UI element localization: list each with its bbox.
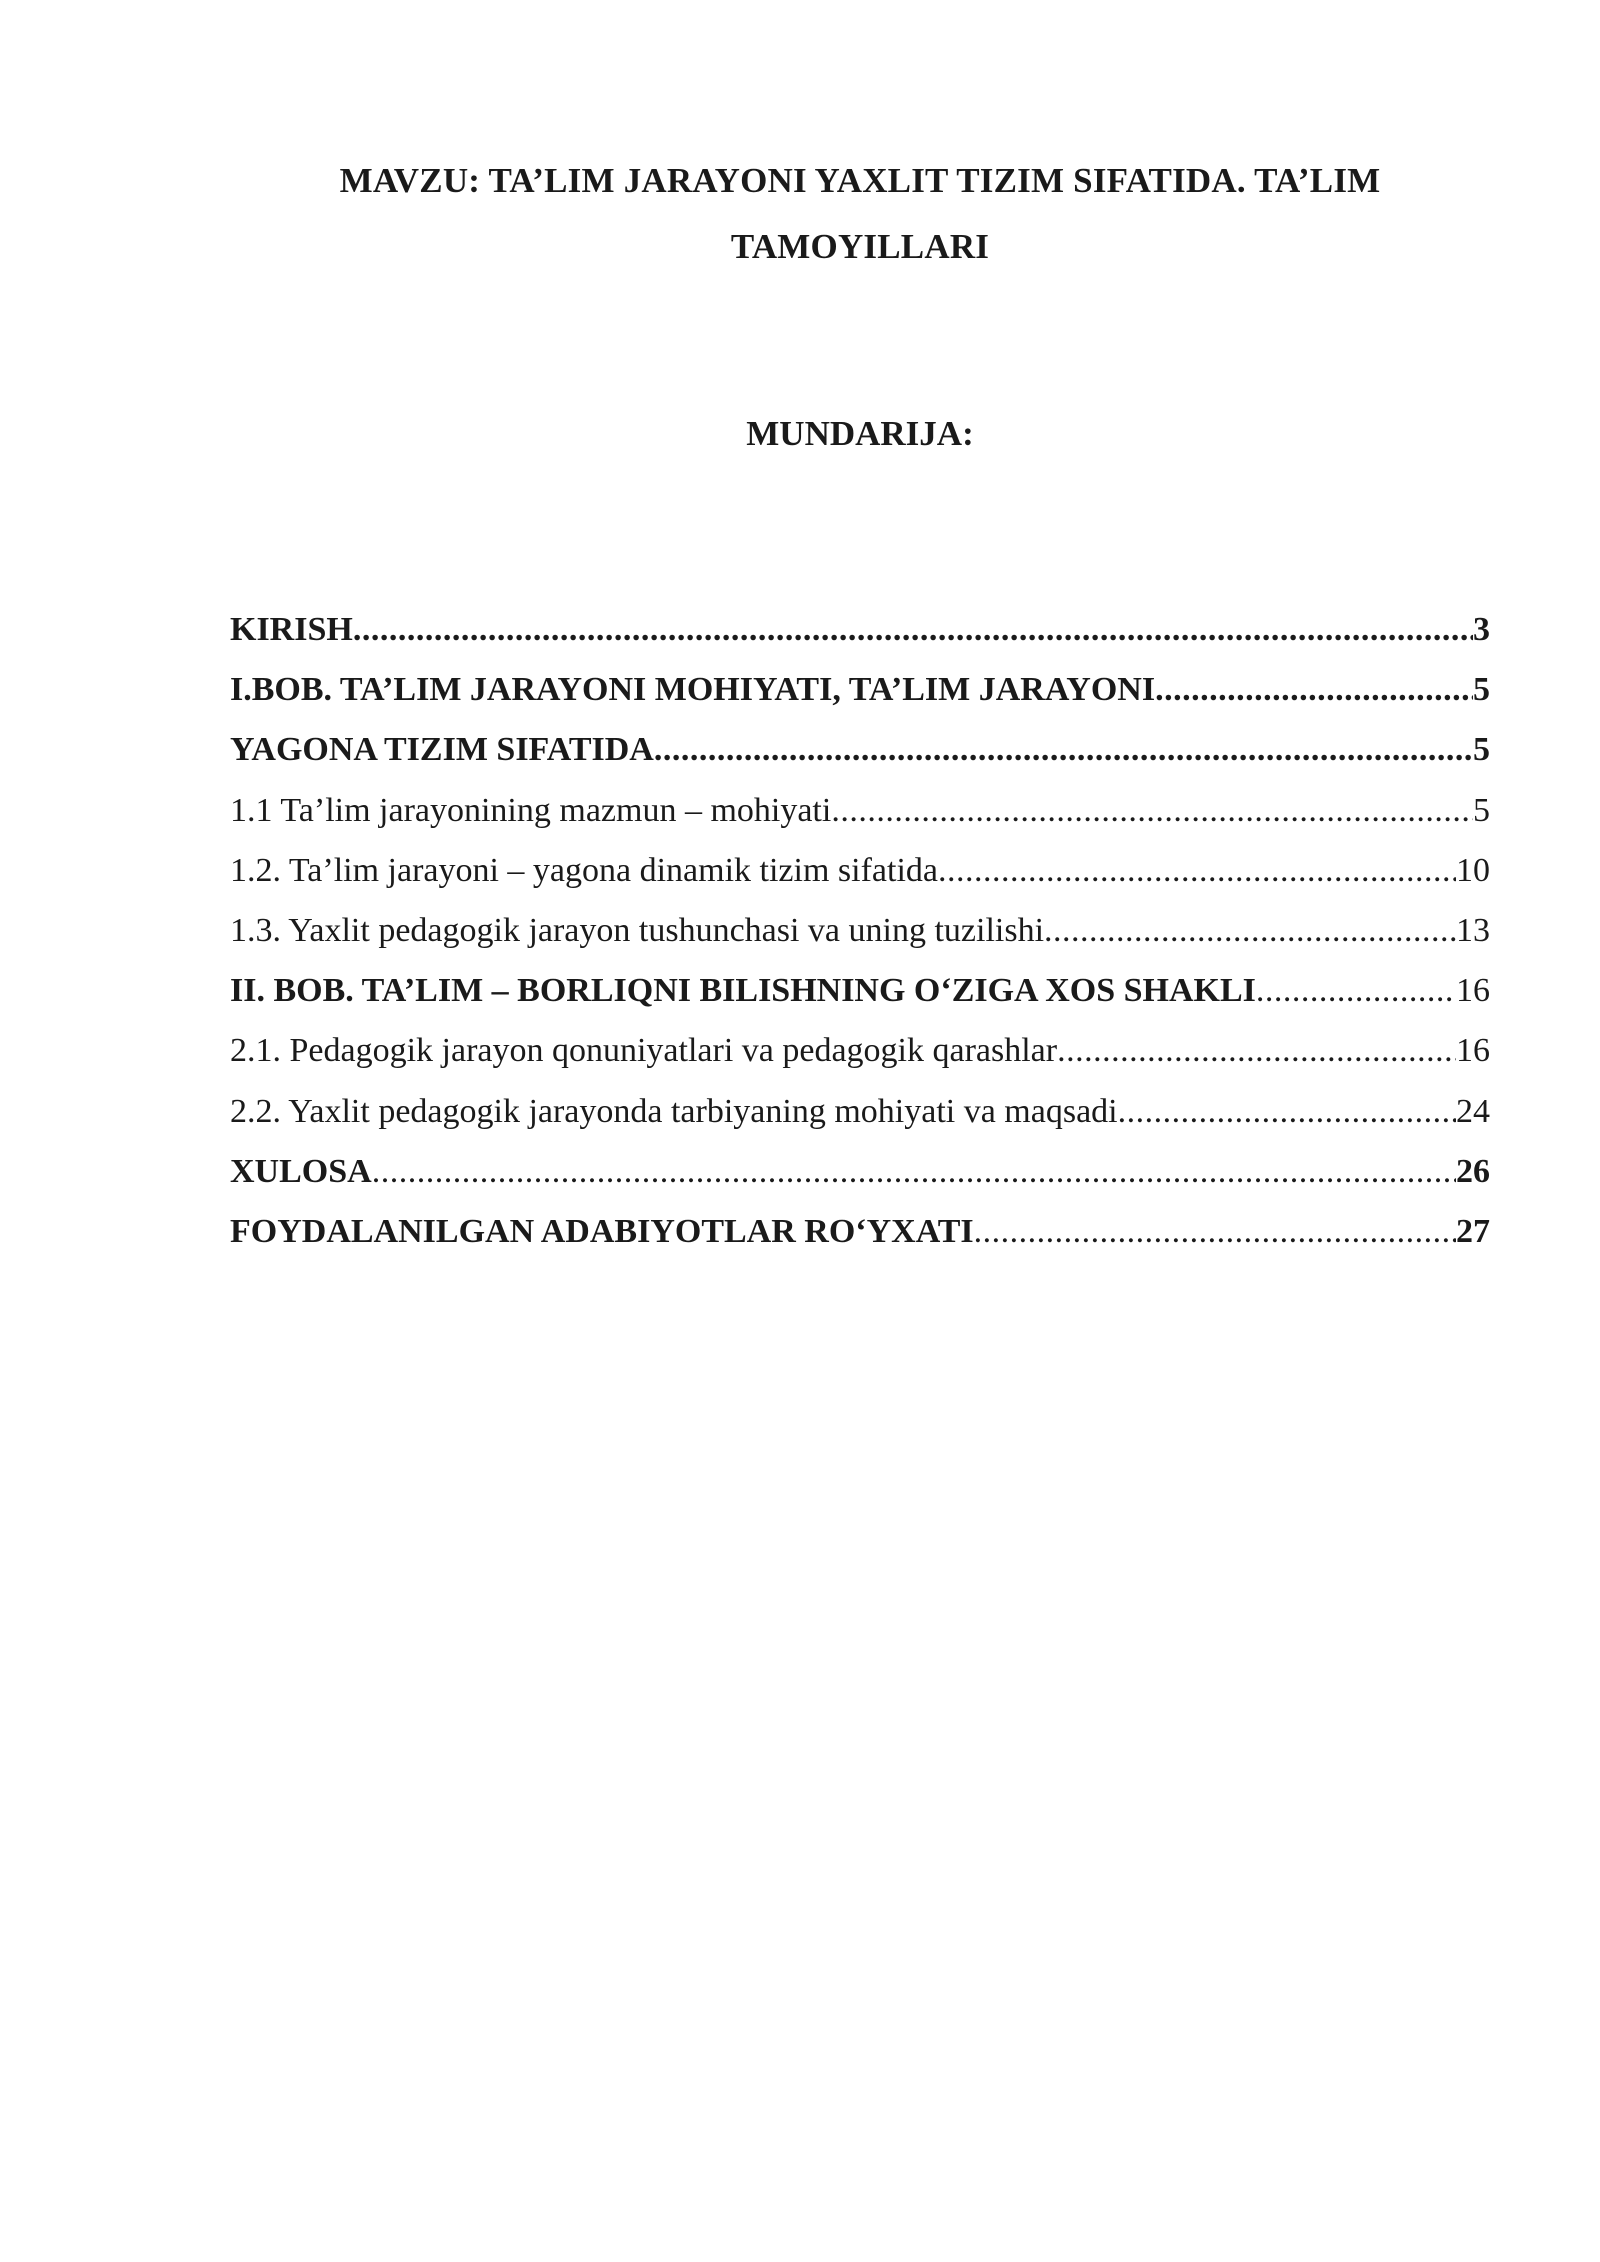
toc-entry-text: I.BOB. TA’LIM JARAYONI MOHIYATI, TA’LIM JARAYONI — [230, 671, 1156, 709]
toc-leader-dots — [1044, 907, 1456, 955]
toc-entry[interactable] — [230, 1027, 1490, 1087]
title-line-2: TAMOYILLARI — [730, 227, 990, 266]
toc-entry[interactable] — [230, 1148, 1490, 1208]
toc-leader-dots — [654, 726, 1473, 774]
toc-entry-page: 13 — [1456, 911, 1490, 949]
toc-entry-page: 24 — [1456, 1092, 1490, 1130]
toc-leader-dots — [372, 1148, 1456, 1196]
toc-leader-dots — [1057, 1027, 1456, 1075]
toc-entry-page: 3 — [1473, 611, 1490, 648]
toc-entry[interactable] — [230, 787, 1490, 847]
toc-leader-dots — [1155, 666, 1473, 714]
toc-entry[interactable] — [230, 1208, 1490, 1268]
toc-leader-dots — [831, 787, 1473, 835]
toc-leader-dots — [974, 1208, 1456, 1256]
toc-entry-text: 2.1. Pedagogik jarayon qonuniyatlari va pedagogik qarashlar — [230, 1032, 1058, 1070]
toc-entry-page: 27 — [1456, 1212, 1490, 1250]
toc-entry-page: 10 — [1456, 851, 1490, 889]
toc-entry-text: II. BOB. TA’LIM – BORLIQNI BILISHNING O‘ZIGA XOS SHAKLI — [230, 972, 1256, 1010]
toc-entry-text: XULOSA — [230, 1152, 372, 1190]
toc-entry-text: KIRISH — [230, 611, 353, 648]
title-line-1: MAVZU: TA’LIM JARAYONI YAXLIT TIZIM SIFATIDA. TA’LIM — [339, 161, 1381, 200]
toc-entry-page: 5 — [1473, 791, 1490, 829]
toc-leader-dots — [938, 847, 1456, 895]
toc-entry-page: 16 — [1456, 972, 1490, 1010]
toc-leader-dots — [1256, 967, 1456, 1015]
toc-entry[interactable] — [230, 907, 1490, 967]
toc-entry-page: 26 — [1456, 1152, 1490, 1190]
toc-entry-text: FOYDALANILGAN ADABIYOTLAR RO‘YXATI — [230, 1212, 974, 1250]
toc-entry-text: 1.2. Ta’lim jarayoni – yagona dinamik tizim sifatida — [230, 851, 938, 889]
toc-entry-text: 1.3. Yaxlit pedagogik jarayon tushunchasi va uning tuzilishi — [230, 911, 1045, 949]
toc-entry[interactable] — [230, 666, 1490, 726]
toc-entry[interactable] — [230, 967, 1490, 1027]
toc-entry-page: 16 — [1456, 1032, 1490, 1070]
toc-entry[interactable] — [230, 606, 1490, 666]
toc-entry[interactable] — [230, 726, 1490, 786]
toc-entry-page: 5 — [1473, 731, 1490, 769]
toc-leader-dots — [353, 606, 1473, 654]
toc-heading: MUNDARIJA: — [746, 414, 974, 453]
toc-entry-text: 1.1 Ta’lim jarayonining mazmun – mohiyati — [230, 791, 832, 829]
toc-entry-page: 5 — [1473, 671, 1490, 709]
document-title — [230, 148, 1490, 280]
toc-entry-text: 2.2. Yaxlit pedagogik jarayonda tarbiyaning mohiyati va maqsadi — [230, 1092, 1118, 1130]
toc-entry-text: YAGONA TIZIM SIFATIDA — [230, 731, 654, 769]
toc-entry[interactable] — [230, 847, 1490, 907]
toc-entry[interactable] — [230, 1088, 1490, 1148]
table-of-contents — [230, 606, 1490, 1268]
toc-leader-dots — [1118, 1088, 1456, 1136]
